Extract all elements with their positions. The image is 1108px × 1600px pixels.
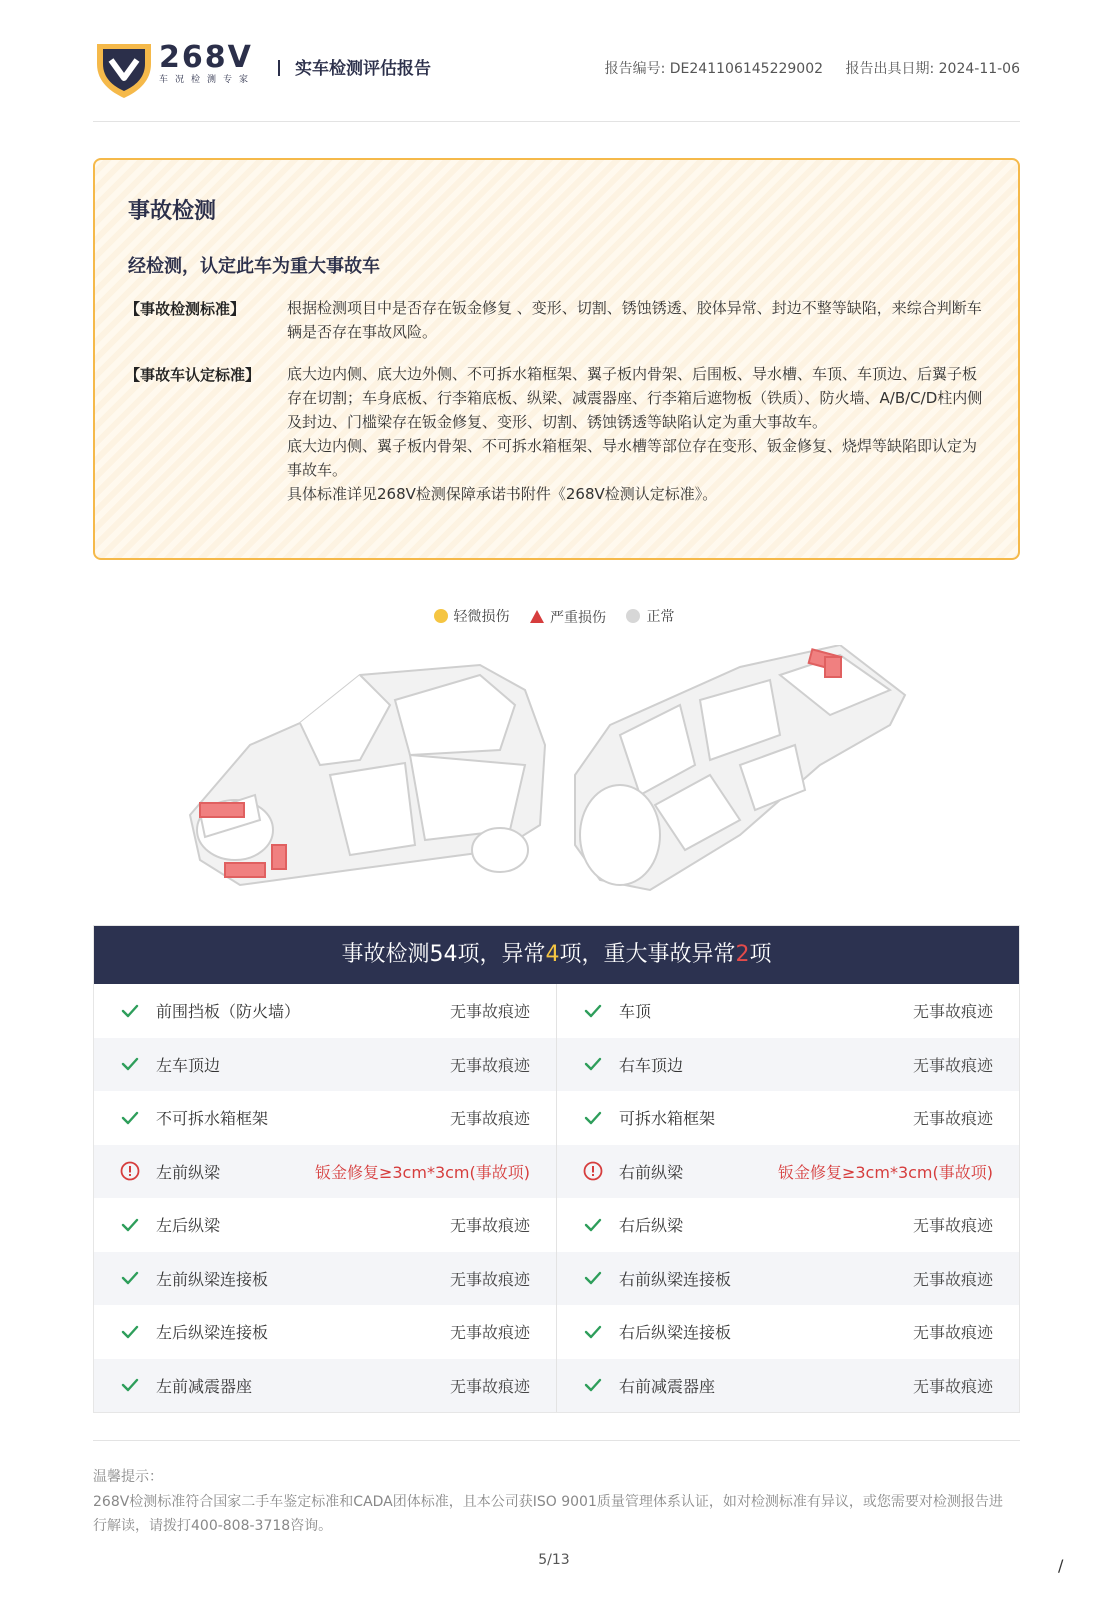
check-item-status: 无事故痕迹 [912, 1055, 993, 1075]
footer-divider [93, 1440, 1020, 1441]
detection-standard-text: 根据检测项目中是否存在钣金修复 、变形、切割、锈蚀锈透、胶体异常、封边不整等缺陷，来综合判断车辆是否存在事故风险。 [287, 299, 982, 341]
accident-verdict: 经检测，认定此车为重大事故车 [128, 256, 380, 277]
check-icon [120, 1268, 140, 1288]
table-cell-right [557, 1198, 1019, 1252]
report-header [93, 38, 1020, 122]
car-rear-view-icon [575, 645, 905, 890]
table-cell-left [94, 1145, 557, 1199]
major-abnormal-count: 2 [735, 942, 750, 967]
table-cell-left [94, 1359, 557, 1413]
accident-standard-text [287, 362, 987, 506]
table-cell-left [94, 1038, 557, 1092]
legend-severe: 严重损伤 [530, 607, 606, 627]
page-slash: / [1058, 1556, 1064, 1575]
car-body-diagram [180, 645, 940, 910]
table-body [94, 984, 1019, 1412]
table-row [94, 1359, 1019, 1413]
abnormal-count: 4 [545, 942, 560, 967]
check-item-status: 无事故痕迹 [912, 1376, 993, 1396]
check-item-status: 无事故痕迹 [449, 1269, 530, 1289]
table-cell-right [557, 1145, 1019, 1199]
check-item-name: 右前减震器座 [619, 1376, 716, 1396]
accident-standard-para-2: 底大边内侧、翼子板内骨架、不可拆水箱框架、导水槽等部位存在变形、钣金修复、烧焊等缺陷即认定为事故车。 [287, 437, 978, 479]
table-cell-left [94, 1252, 557, 1306]
report-title: 实车检测评估报告 [295, 59, 431, 79]
report-meta [587, 58, 1020, 78]
table-row [94, 1145, 1019, 1199]
tip-text: 268V检测标准符合国家二手车鉴定标准和CADA团体标准，且本公司获ISO 9001质量管理体系认证，如对检测标准有异议，或您需要对检测报告进行解读，请拨打400-808-3718咨询。 [93, 1494, 1003, 1534]
table-cell-right [557, 1038, 1019, 1092]
table-cell-right [557, 1305, 1019, 1359]
check-item-name: 右后纵梁连接板 [619, 1323, 732, 1343]
brand [159, 42, 255, 85]
tip-title: 温馨提示： [93, 1469, 163, 1485]
normal-icon [626, 609, 640, 623]
check-item-status: 无事故痕迹 [912, 1216, 993, 1236]
check-item-name: 车顶 [619, 1002, 652, 1022]
minor-damage-icon [434, 609, 448, 623]
check-item-status: 无事故痕迹 [912, 1109, 993, 1129]
check-item-status: 无事故痕迹 [449, 1109, 530, 1129]
table-cell-left [94, 1091, 557, 1145]
check-icon [583, 1215, 603, 1235]
table-cell-left [94, 984, 557, 1038]
table-cell-left [94, 1198, 557, 1252]
table-cell-right [557, 984, 1019, 1038]
accident-detection-panel [93, 158, 1020, 560]
check-item-name: 前围挡板（防火墙） [156, 1002, 301, 1022]
section-title: 事故检测 [128, 199, 217, 224]
table-row [94, 1038, 1019, 1092]
check-item-name: 左车顶边 [156, 1055, 221, 1075]
header-divider [278, 60, 280, 76]
check-icon [583, 1322, 603, 1342]
check-item-status: 无事故痕迹 [449, 1055, 530, 1075]
check-item-status: 钣金修复≥3cm*3cm(事故项) [314, 1162, 530, 1182]
brand-subtitle: 车况检测专家 [159, 75, 256, 85]
check-icon [583, 1268, 603, 1288]
brand-name: 268V [159, 40, 253, 75]
check-icon [120, 1215, 140, 1235]
table-cell-right [557, 1359, 1019, 1413]
legend-normal: 正常 [626, 606, 674, 626]
severe-damage-icon [530, 610, 544, 623]
check-icon [583, 1054, 603, 1074]
check-icon [120, 1001, 140, 1021]
detection-standard-label: 【事故检测标准】 [125, 300, 246, 318]
check-item-status: 无事故痕迹 [912, 1269, 993, 1289]
table-cell-left [94, 1305, 557, 1359]
check-item-status: 钣金修复≥3cm*3cm(事故项) [777, 1162, 993, 1182]
legend-minor: 轻微损伤 [434, 606, 510, 626]
check-item-name: 可拆水箱框架 [619, 1109, 716, 1129]
accident-standard-para-3: 具体标准详见268V检测保障承诺书附件《268V检测认定标准》。 [287, 485, 718, 503]
check-item-status: 无事故痕迹 [912, 1323, 993, 1343]
alert-circle-icon [583, 1161, 603, 1181]
check-item-name: 左后纵梁 [156, 1216, 221, 1236]
table-row [94, 1252, 1019, 1306]
check-icon [583, 1375, 603, 1395]
page-number: 5/13 [538, 1552, 570, 1568]
table-cell-right [557, 1091, 1019, 1145]
accident-check-table [93, 925, 1020, 1413]
check-item-name: 右车顶边 [619, 1055, 684, 1075]
table-row [94, 984, 1019, 1038]
shield-logo-icon [93, 38, 155, 100]
check-icon [120, 1375, 140, 1395]
check-item-status: 无事故痕迹 [449, 1323, 530, 1343]
check-icon [583, 1001, 603, 1021]
table-summary-header: 事故检测54项，异常4项，重大事故异常2项 [94, 926, 1019, 984]
check-item-name: 左前减震器座 [156, 1376, 253, 1396]
check-icon [583, 1108, 603, 1128]
check-item-name: 左后纵梁连接板 [156, 1323, 269, 1343]
table-cell-right [557, 1252, 1019, 1306]
check-item-status: 无事故痕迹 [912, 1002, 993, 1022]
check-icon [120, 1322, 140, 1342]
check-icon [120, 1108, 140, 1128]
car-front-view-icon [190, 665, 545, 885]
check-item-name: 右前纵梁连接板 [619, 1269, 732, 1289]
alert-circle-icon [120, 1161, 140, 1181]
check-item-name: 不可拆水箱框架 [156, 1109, 269, 1129]
check-item-status: 无事故痕迹 [449, 1216, 530, 1236]
check-item-status: 无事故痕迹 [449, 1002, 530, 1022]
accident-standard-para-1: 底大边内侧、底大边外侧、不可拆水箱框架、翼子板内骨架、后围板、导水槽、车顶、车顶边、后翼子板存在切割；车身底板、行李箱底板、纵梁、减震器座、行李箱后遮物板（铁质）、防火墙、A/B/C/D柱内侧及封边、门槛梁存在钣金修复、变形、切割、锈蚀锈透等缺陷认定为重大事故车。 [287, 365, 983, 431]
accident-standard-label: 【事故车认定标准】 [125, 366, 261, 384]
report-number: 报告编号: DE241106145229002 [604, 61, 824, 77]
check-item-name: 左前纵梁 [156, 1162, 221, 1182]
check-icon [120, 1054, 140, 1074]
table-row [94, 1305, 1019, 1359]
check-item-name: 右前纵梁 [619, 1162, 684, 1182]
table-row [94, 1198, 1019, 1252]
report-date: 报告出具日期: 2024-11-06 [845, 61, 1020, 77]
table-row [94, 1091, 1019, 1145]
check-item-status: 无事故痕迹 [449, 1376, 530, 1396]
check-item-name: 右后纵梁 [619, 1216, 684, 1236]
check-item-name: 左前纵梁连接板 [156, 1269, 269, 1289]
damage-legend [0, 606, 1108, 627]
